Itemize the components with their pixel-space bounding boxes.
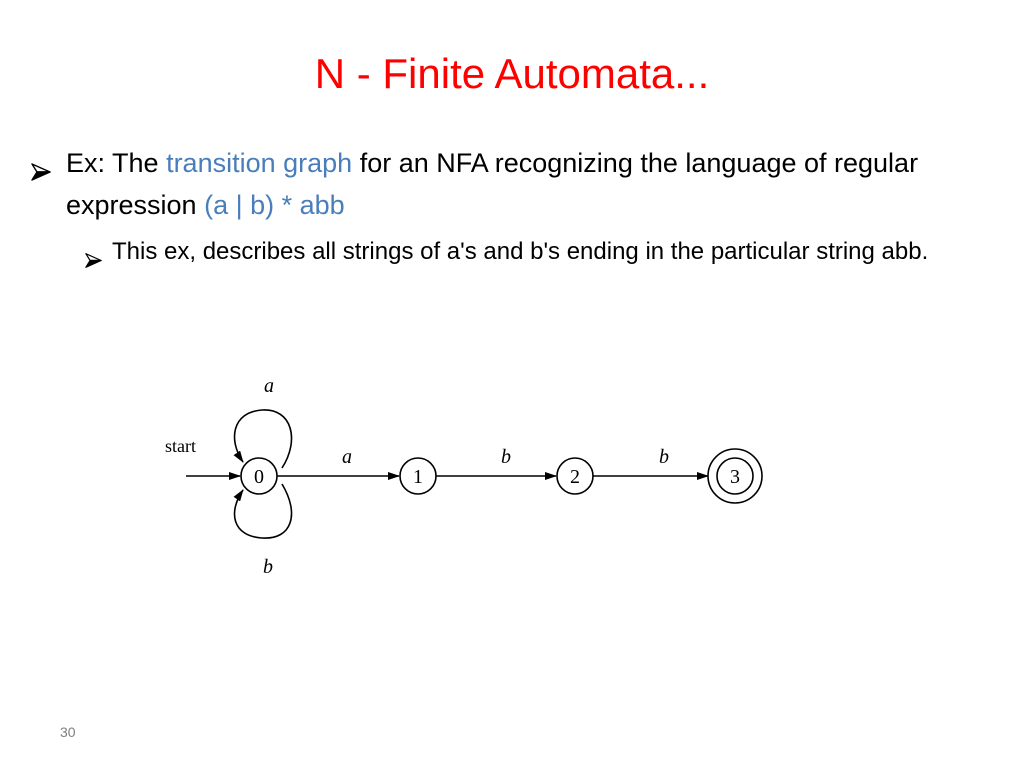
page-number: 30 [60,724,76,740]
highlight-transition-graph: transition graph [166,148,353,178]
transition-1-2-label: b [501,446,511,468]
start-label: start [165,436,196,456]
state-3-label: 3 [730,466,740,488]
bullet-prefix: Ex: The [66,148,167,178]
state-0-label: 0 [254,466,264,488]
slide-title: N - Finite Automata... [314,50,710,97]
transition-2-3-label: b [659,446,669,468]
loop-label-b: b [263,556,273,578]
state-1-label: 1 [413,466,423,488]
highlight-regex: (a | b) * abb [204,190,345,220]
loop-label-a: a [264,375,274,397]
bullet-middle: for an NFA recognizing the language of regular expression [66,148,919,220]
state-2-label: 2 [570,466,580,488]
bullet-level2-text: This ex, describes all strings of a's and b's ending in the particular string abb. [112,238,929,265]
transition-0-1-label: a [342,446,352,468]
